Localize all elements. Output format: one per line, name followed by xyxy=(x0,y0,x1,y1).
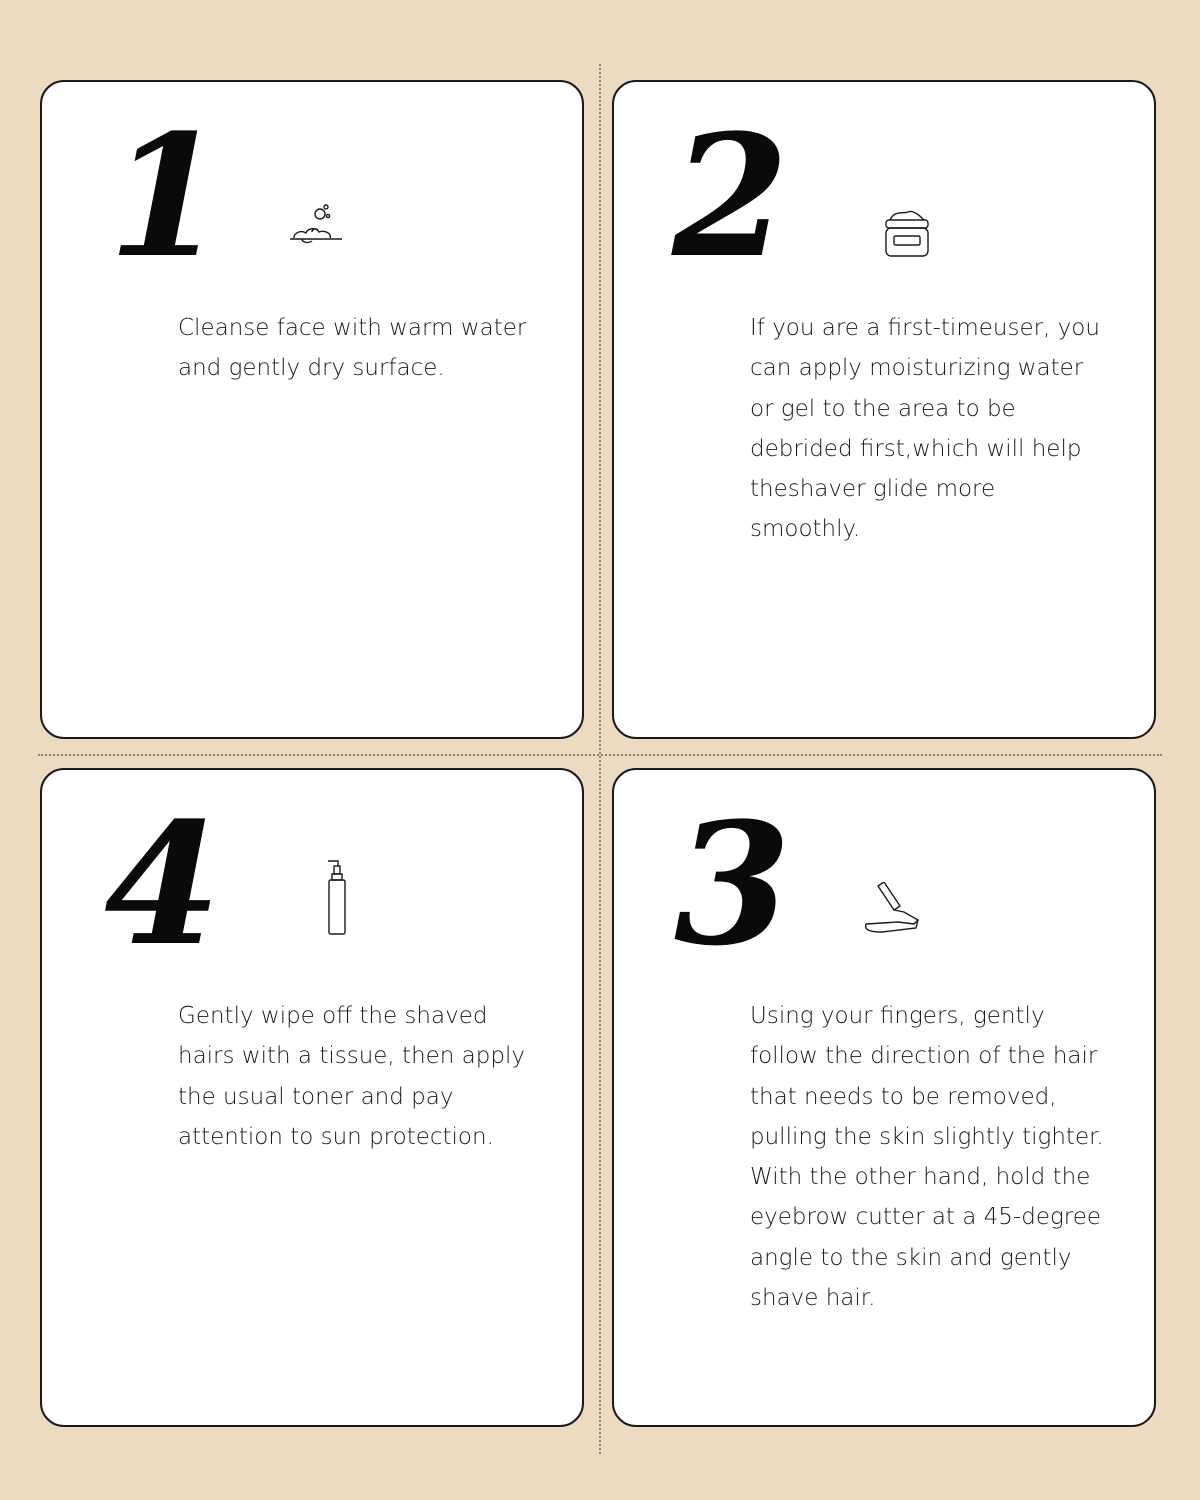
step-card-3 xyxy=(612,768,1156,1427)
step-number: 1 xyxy=(108,97,221,295)
razor-icon xyxy=(862,882,922,938)
step-description: Cleanse face with warm water and gently dry surface. xyxy=(178,315,527,382)
step-description: Using your fingers, gently follow the direction of the hair that needs to be removed, pulling the skin slightly tighter. With the other hand, hold the eyebrow cutter at a 45-degree angle to the skin and gently shave hair. xyxy=(750,1003,1104,1312)
step-card-4 xyxy=(40,768,584,1427)
cream-jar-icon xyxy=(882,206,932,262)
step-card-1 xyxy=(40,80,584,739)
step-description: If you are a first-timeuser, you can apply moisturizing water or gel to the area to be debrided first,which will help theshaver glide more smoothly. xyxy=(750,315,1100,543)
horizontal-divider xyxy=(38,754,1162,756)
step-description: Gently wipe off the shaved hairs with a tissue, then apply the usual toner and pay attention to sun protection. xyxy=(178,1003,525,1150)
step-number: 2 xyxy=(672,97,785,295)
pump-bottle-icon xyxy=(324,858,348,936)
foam-bubbles-icon xyxy=(288,202,344,248)
step-number: 3 xyxy=(674,785,787,983)
step-card-2 xyxy=(612,80,1156,739)
step-number: 4 xyxy=(104,785,217,983)
vertical-divider xyxy=(599,64,601,1454)
